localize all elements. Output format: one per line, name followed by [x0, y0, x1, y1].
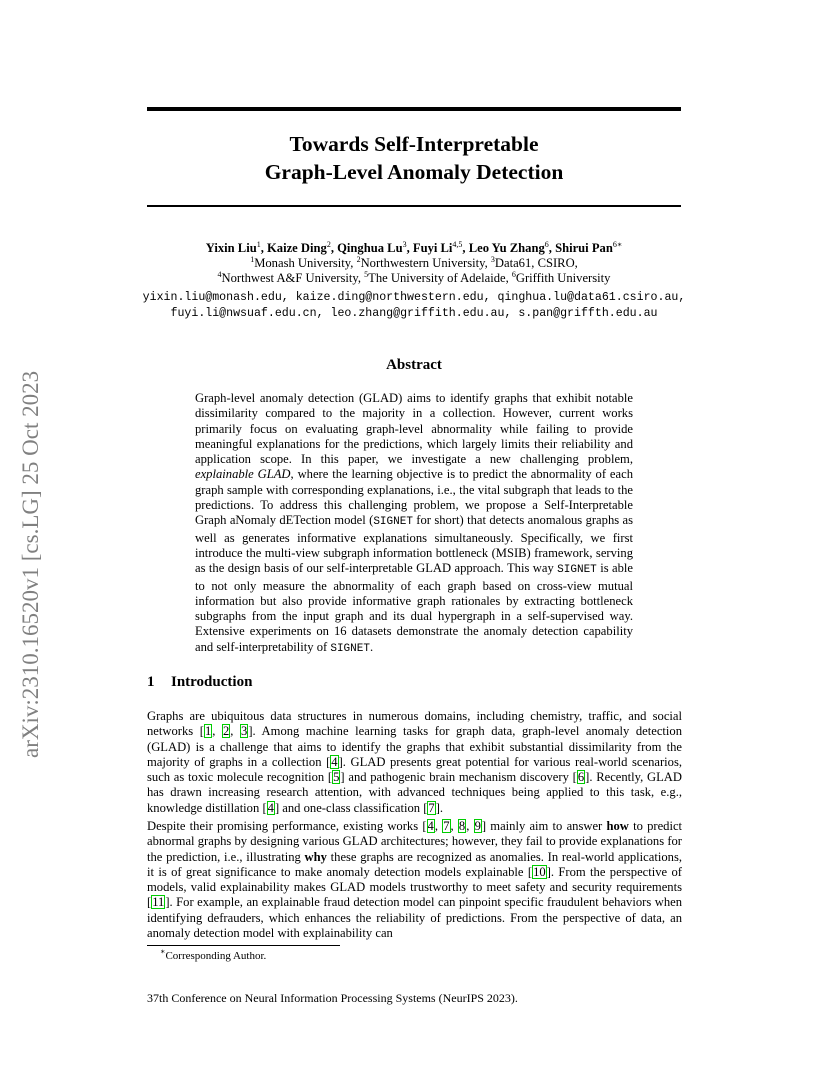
affiliation: Data61, CSIRO,: [494, 256, 578, 270]
author-sup: 6∗: [612, 240, 623, 249]
citation-link[interactable]: 4: [267, 800, 274, 815]
model-name-code: SIGNET: [557, 564, 597, 577]
section-heading-introduction: [147, 674, 252, 691]
bold-emphasis: how: [606, 819, 629, 833]
title-line-1: Towards Self-Interpretable: [289, 132, 539, 156]
email-block: [100, 290, 728, 322]
title-bottom-rule: [147, 205, 681, 207]
citation-link[interactable]: 9: [474, 819, 481, 833]
author-names: Yixin Liu$^1$, Kaize Ding$^2$, Qinghua Lu$^3$, Fuyi Li$^{4,5}$, Leo Yu Zhang$^6$, Shirui Pan$^{6∗}$: [205, 240, 623, 255]
affiliation-line-2: [100, 271, 728, 286]
body-text: these graphs are recognized as anomalies. In real-world applications, it is of great significance to make anomaly detection models explainable: [147, 849, 682, 879]
footnote-rule: [147, 945, 340, 946]
body-text: to predict abnormal graphs by designing various GLAD architectures; however, they fail to provide explanations for the prediction, i.e., illustrating: [147, 819, 683, 864]
section-title: Introduction: [171, 674, 253, 690]
body-text: . GLAD presents great potential for various real-world scenarios, such as toxic molecule recognition: [147, 754, 683, 785]
citation-link[interactable]: 7: [443, 819, 450, 833]
author-sup: 4,5: [452, 240, 463, 249]
author-name: Yixin Liu: [205, 241, 257, 255]
citation-link[interactable]: 4: [331, 754, 338, 769]
citation-link[interactable]: 8: [458, 819, 466, 833]
model-name-code: SIGNET: [330, 642, 370, 655]
abstract-emphasis: explainable GLAD: [195, 467, 291, 482]
aff-sup: 1: [250, 255, 255, 264]
section-number: 1: [147, 674, 155, 690]
citation-link[interactable]: 2: [222, 724, 230, 739]
abstract-text: is able to not only measure the abnormality of each graph based on cross-view mutual information but also provide informative graph rationales by extracting bottleneck subgraphs from the input graph and its dual hypergraph in a self-supervised way. Extensive experiments on 16 datasets demonstrate the anomaly detection capability and self-interpretability of: [195, 561, 633, 654]
affiliation: Monash University,: [254, 256, 357, 270]
body-text: . Recently, GLAD has drawn increasing research attention, with advanced techniques being applied to this task, e.g., knowledge distillation: [147, 770, 683, 815]
citation-link[interactable]: 1: [204, 724, 212, 739]
citation-link[interactable]: 3: [241, 724, 248, 739]
author-sup: 6: [544, 240, 549, 249]
affiliation: Northwestern University,: [360, 256, 491, 270]
body-text: and pathogenic brain mechanism discovery: [344, 770, 573, 785]
aff-sup: 6: [511, 270, 516, 279]
affiliation: Northwest A&F University,: [221, 271, 365, 285]
author-block: [100, 241, 728, 286]
abstract-heading: Abstract: [386, 357, 442, 373]
venue-line: 37th Conference on Neural Information Processing Systems (NeurIPS 2023).: [147, 991, 518, 1005]
email-line-1[interactable]: yixin.liu@monash.edu, kaize.ding@northwestern.edu, qinghua.lu@data61.csiro.au,: [142, 291, 686, 304]
citation-link[interactable]: 7: [428, 800, 435, 815]
affiliation: Griffith University: [515, 271, 611, 285]
body-text: .: [439, 800, 444, 815]
author-name: Shirui Pan: [555, 241, 613, 255]
author-sup: 1: [256, 240, 261, 249]
footnote-mark: ∗: [160, 947, 166, 956]
aff-sup: 3: [490, 255, 495, 264]
body-text: Graphs are ubiquitous data structures in numerous domains, including chemistry, traffic, and social networks: [147, 709, 682, 739]
aff-sup: 4: [217, 270, 222, 279]
aff-sup: 2: [356, 255, 361, 264]
author-name: Leo Yu Zhang: [468, 241, 545, 255]
author-name: Fuyi Li: [412, 241, 453, 255]
author-sup: 2: [326, 240, 331, 249]
abstract-text: .: [369, 639, 374, 654]
title-line-2: Graph-Level Anomaly Detection: [264, 160, 564, 184]
model-name-code: SIGNET: [373, 516, 413, 529]
citation-link[interactable]: 6: [577, 770, 585, 785]
body-text: . From the perspective of models, valid explainability makes GLAD models trustworthy to meet safety and security requirements: [147, 864, 682, 895]
footnote: [160, 947, 267, 962]
affiliation: The University of Adelaide,: [368, 271, 512, 285]
body-text: and one-class classification: [279, 800, 424, 815]
footnote-text: Corresponding Author.: [165, 950, 267, 962]
intro-paragraph-1: Graphs are ubiquitous data structures in numerous domains, including chemistry, traffic, and social networks [1, 2, 3]. Among machine learning tasks for graph data, graph-level anomaly detection (GLAD) is a challenge that aims to identify the graphs that exhibit substantial dissimilarity from the majority of graphs in a collection [4]. GLAD presents great potential for various real-world scenarios, such as toxic molecule recognition [5] and pathogenic brain mechanism discovery [6]. Recently, GLAD has drawn increasing research attention, with advanced techniques being applied to this task, e.g., knowledge distillation [4] and one-class classification [7].: [147, 709, 683, 815]
author-name: Kaize Ding: [267, 241, 327, 255]
arxiv-identifier-stamp: arXiv:2310.16520v1 [cs.LG] 25 Oct 2023: [18, 370, 43, 758]
bold-emphasis: why: [304, 849, 327, 864]
intro-paragraph-2: Despite their promising performance, existing works [4, 7, 8, 9] mainly aim to answer how to predict abnormal graphs by designing various GLAD architectures; however, they fail to provide explanations for the prediction, i.e., illustrating why these graphs are recognized as anomalies. In real-world applications, it is of great significance to make anomaly detection models explainable [10]. From the perspective of models, valid explainability makes GLAD models trustworthy to meet safety and security requirements [11]. For example, an explainable fraud detection model can pinpoint specific fraudulent behaviors when identifying defrauders, which enhances the reliability of predictions. From the perspective of data, an anomaly detection model with explainability can: [147, 819, 683, 941]
author-name: Qinghua Lu: [337, 241, 403, 255]
author-sup: 3: [402, 240, 407, 249]
citation-link[interactable]: 4: [427, 819, 434, 833]
body-text: . Among machine learning tasks for graph data, graph-level anomaly detection (GLAD) is a challenge that aims to identify the graphs that exhibit substantial dissimilarity from the majority of graphs in a collection: [147, 724, 683, 769]
body-text: mainly aim to answer: [486, 819, 607, 833]
paper-title: [147, 130, 681, 186]
body-text: . For example, an explainable fraud detection model can pinpoint specific fraudulent behaviors when identifying defrauders, which enhances the reliability of predictions. From the perspective of data, an anomaly detection model with explainability can: [147, 895, 682, 941]
aff-sup: 5: [364, 270, 369, 279]
abstract-text: Graph-level anomaly detection (GLAD) aims to identify graphs that exhibit notable dissimilarity compared to the majority in a collection. However, current works primarily focus on evaluating graph-level abnormality while failing to provide meaningful explanations for the predictions, which largely limits their reliability and application scope. In this paper, we investigate a new challenging problem,: [195, 391, 633, 467]
title-top-rule: [147, 107, 681, 111]
abstract-body: [195, 391, 633, 657]
abstract-text: , where the learning objective is to predict the abnormality of each graph sample with corresponding explanations, i.e., the vital subgraph that leads to the predictions. To address this challenging problem, we propose a Self-Interpretable Graph aNomaly dETection model (: [195, 467, 633, 528]
body-text: Despite their promising performance, existing works: [147, 819, 423, 833]
affiliation-line-1: [100, 256, 728, 271]
citation-link[interactable]: 10: [533, 864, 546, 879]
abstract-text: for short) that detects anomalous graphs as well as generates informative explanations simultaneously. Specifically, we first introduce the multi-view subgraph information bottleneck (MSIB) framework, serving as the design basis of our self-interpretable GLAD approach. This way: [195, 513, 633, 576]
email-line-2[interactable]: fuyi.li@nwsuaf.edu.cn, leo.zhang@griffith.edu.au, s.pan@griffth.edu.au: [170, 307, 658, 320]
citation-link[interactable]: 11: [152, 895, 165, 910]
citation-link[interactable]: 5: [333, 770, 340, 785]
